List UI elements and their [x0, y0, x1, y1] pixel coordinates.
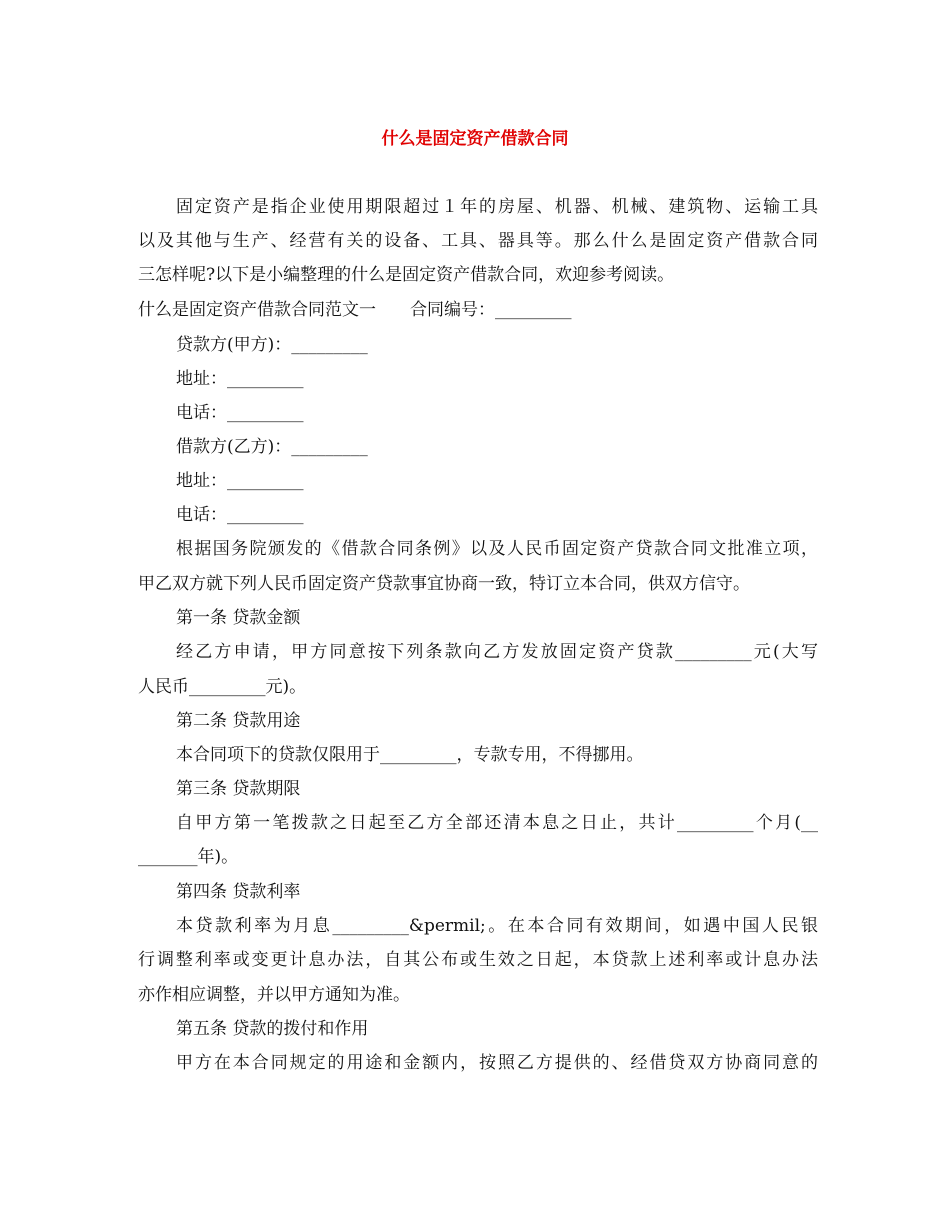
field-line: 地址：_________	[176, 369, 304, 389]
paragraph-line: 以及其他与生产、经营有关的设备、工具、器具等。那么什么是固定资产借款合同	[138, 231, 818, 251]
article-heading: 第二条 贷款用途	[176, 711, 301, 731]
paragraph-line: 甲乙双方就下列人民币固定资产贷款事宜协商一致，特订立本合同，供双方信守。	[138, 574, 750, 594]
article-heading: 第一条 贷款金额	[176, 608, 301, 628]
field-line: 贷款方(甲方)：_________	[176, 335, 368, 355]
article-heading: 第四条 贷款利率	[176, 882, 301, 902]
contract-heading-line: 什么是固定资产借款合同范文一 合同编号：_________	[138, 300, 572, 320]
article-heading: 第三条 贷款期限	[176, 779, 301, 799]
field-line: 借款方(乙方)：_________	[176, 437, 368, 457]
paragraph-line: 根据国务院颁发的《借款合同条例》以及人民币固定资产贷款合同文批准立项，	[176, 539, 818, 559]
field-line: 电话：_________	[176, 403, 304, 423]
paragraph-line: _______年)。	[138, 847, 239, 867]
paragraph-line: 亦作相应调整，并以甲方通知为准。	[138, 985, 410, 1005]
paragraph-line: 行调整利率或变更计息办法，自其公布或生效之日起，本贷款上述利率或计息办法	[138, 950, 818, 970]
document-title: 什么是固定资产借款合同	[381, 129, 569, 149]
paragraph-line: 本合同项下的贷款仅限用于_________，专款专用，不得挪用。	[176, 745, 644, 765]
paragraph-line: 固定资产是指企业使用期限超过１年的房屋、机器、机械、建筑物、运输工具	[176, 197, 818, 217]
field-line: 地址：_________	[176, 471, 304, 491]
paragraph-line: 本贷款利率为月息_________&permil;。在本合同有效期间，如遇中国人民银	[176, 916, 818, 936]
paragraph-line: 人民币_________元)。	[138, 677, 307, 697]
paragraph-line: 甲方在本合同规定的用途和金额内，按照乙方提供的、经借贷双方协商同意的	[176, 1053, 818, 1073]
paragraph-line: 自甲方第一笔拨款之日起至乙方全部还清本息之日止，共计_________个月(__	[176, 813, 818, 833]
field-line: 电话：_________	[176, 505, 304, 525]
article-heading: 第五条 贷款的拨付和作用	[176, 1019, 369, 1039]
paragraph-line: 经乙方申请，甲方同意按下列条款向乙方发放固定资产贷款_________元(大写	[176, 642, 818, 662]
paragraph-line: 三怎样呢?以下是小编整理的什么是固定资产借款合同，欢迎参考阅读。	[138, 265, 675, 285]
